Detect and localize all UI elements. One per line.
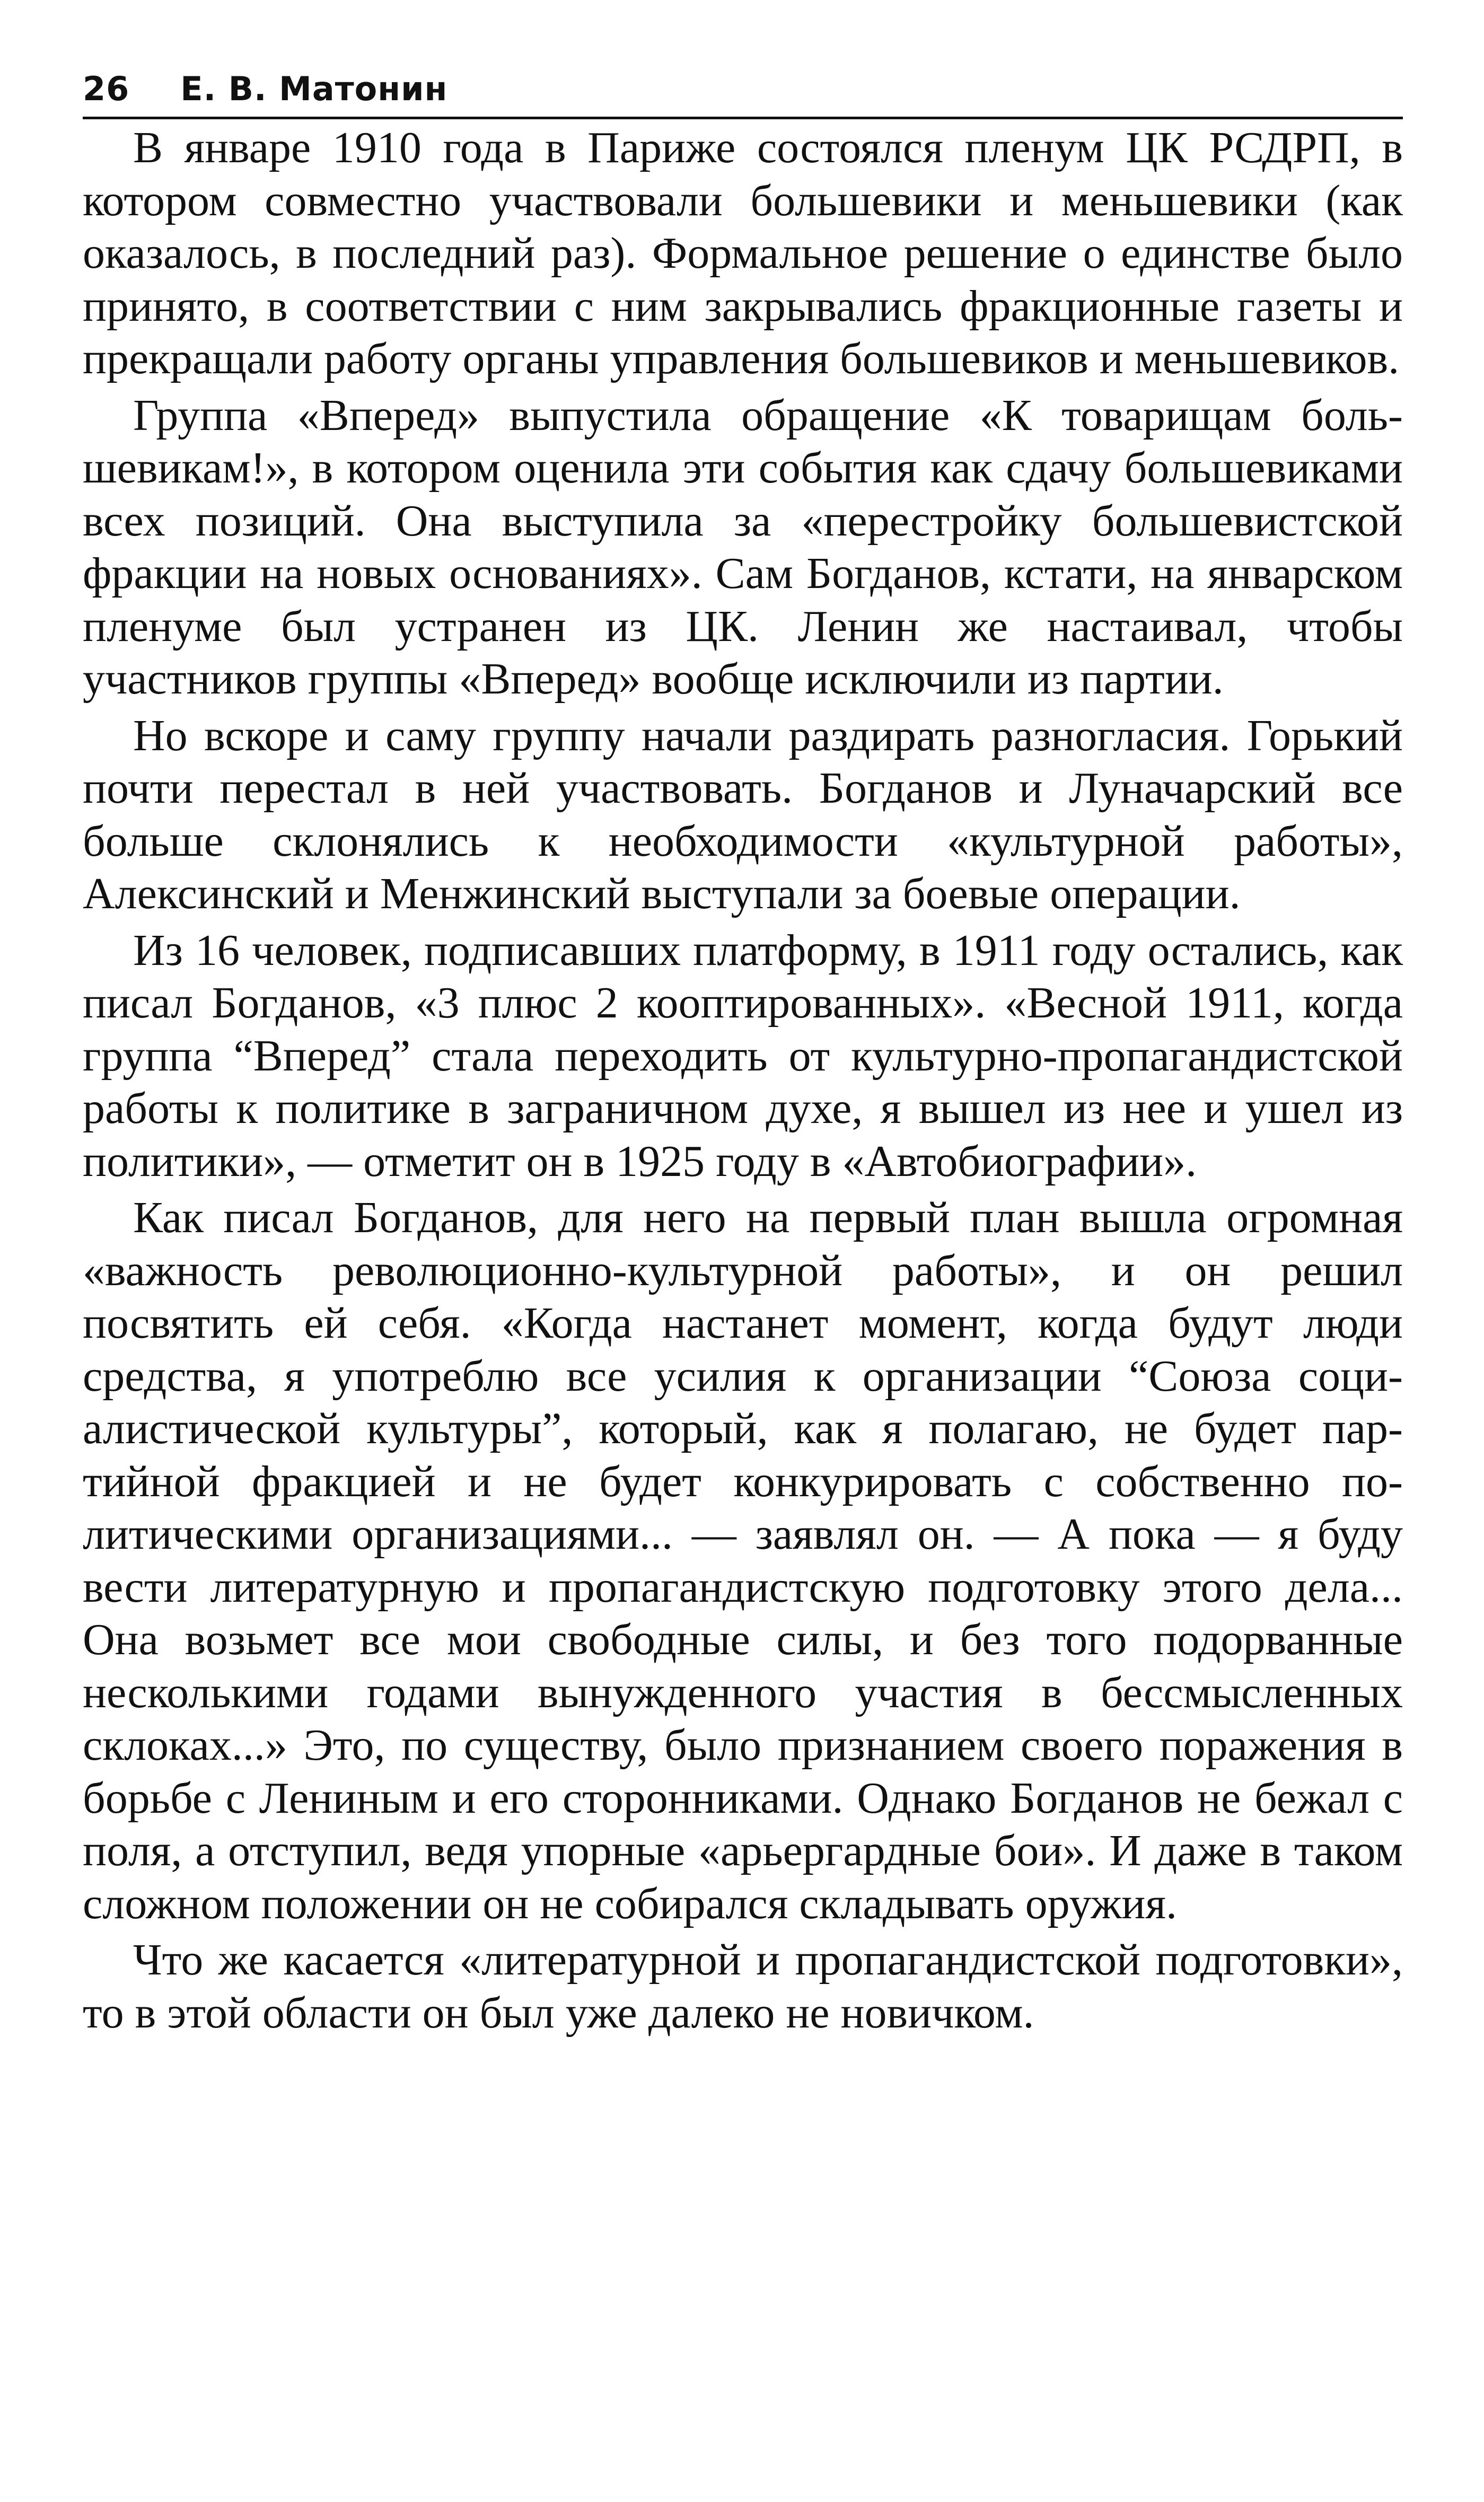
book-page: [83, 64, 1403, 2471]
body-text: [83, 121, 1403, 2039]
paragraph: В январе 1910 года в Париже состоялся пленум ЦК РСДРП, в котором совместно участвовали большевики и меньшевики (как оказалось, в последний раз). Формальное решение о единстве было принято, в соответствии с ним закрывались фракционные газеты и прекращали работу органы управления большевиков и меньшевиков.: [83, 123, 1403, 383]
paragraph: Группа «Вперед» выпустила обращение «К товарищам большевикам!», в котором оценила эти события как сдачу большевиками всех позиций. Она выступила за «перестройку большевистской фракции на новых основаниях». Сам Богданов, кстати, на январском пленуме был устранен из ЦК. Ленин же настаивал, чтобы участников группы «Вперед» вообще исключили из партии.: [83, 390, 1403, 704]
paragraph: Что же касается «литературной и пропагандистской подготовки», то в этой области он был уже далеко не новичком.: [83, 1935, 1403, 2038]
running-head: [83, 64, 1403, 115]
page-number: 26: [83, 69, 130, 108]
paragraph: Но вскоре и саму группу начали раздирать разногласия. Горький почти перестал в ней участвовать. Богданов и Луначарский все больше склонялись к необходимости «культурной работы», Алексинский и Менжинский выступали за боевые операции.: [83, 710, 1403, 918]
paragraph: Из 16 человек, подписавших платформу, в 1911 году остались, как писал Богданов, «3 плюс 2 кооптированных». «Весной 1911, когда группа “Вперед” стала переходить от культурно-пропагандистской работы к политике в заграничном духе, я вышел из нее и ушел из политики», — отметит он в 1925 году в «Автобиографии».: [83, 925, 1403, 1186]
header-rule: [83, 117, 1403, 119]
paragraph: Как писал Богданов, для него на первый план вышла огромная «важность революционно-культурной работы», и он решил посвятить ей себя. «Когда настанет момент, когда будут люди средства, я употреблю все усилия к организации “Союза социалистической культуры”, который, как я полагаю, не будет партийной фракцией и не будет конкурировать с собственно политическими организациями... — заявлял он. — А пока — я буду вести литературную и пропагандистскую подготовку этого дела... Она возьмет все мои свободные силы, и без того подорванные несколькими годами вынужденного участия в бессмысленных склоках...» Это, по существу, было признанием своего поражения в борьбе с Лениным и его сторонниками. Однако Богданов не бежал с поля, а отступил, ведя упорные «арьергардные бои». И даже в таком сложном положении он не собирался складывать оружия.: [83, 1193, 1403, 1928]
running-head-author: Е. В. Матонин: [180, 69, 448, 108]
